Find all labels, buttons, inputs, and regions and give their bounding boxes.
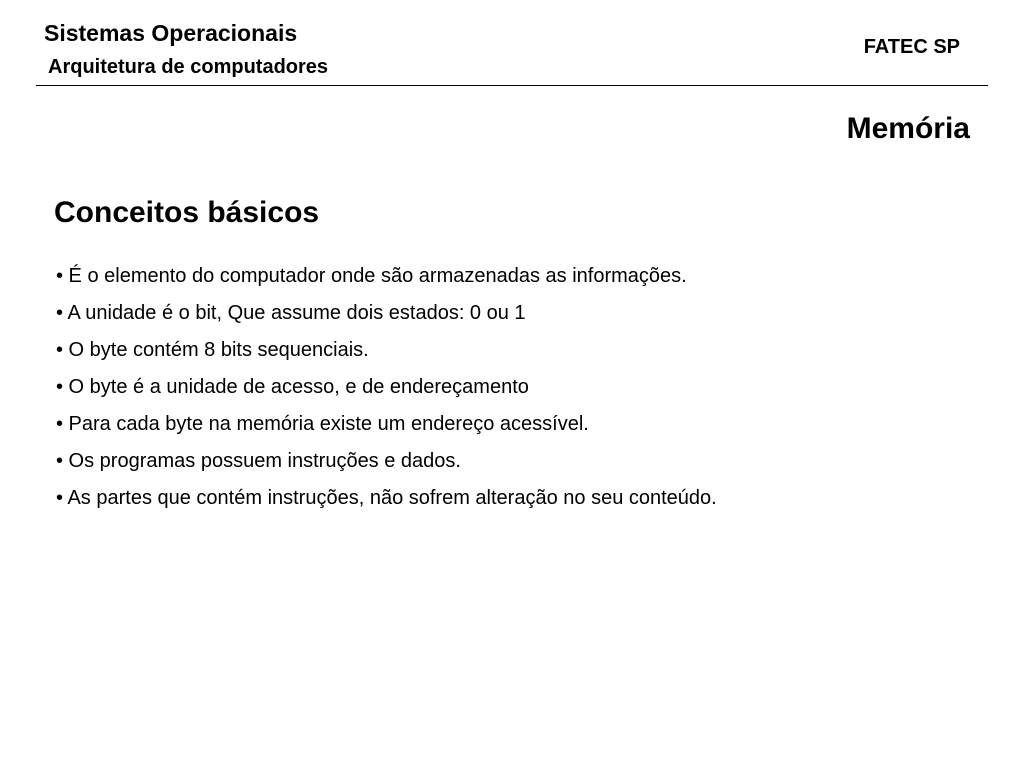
bullet-list — [56, 262, 717, 521]
section-heading: Conceitos básicos — [54, 196, 320, 229]
bullet-item: • Os programas possuem instruções e dados. — [56, 450, 461, 472]
bullet-item: • O byte contém 8 bits sequenciais. — [56, 339, 369, 361]
course-subtitle: Arquitetura de computadores — [48, 56, 329, 78]
slide-topic: Memória — [846, 112, 970, 145]
bullet-item: • A unidade é o bit, Que assume dois estados: 0 ou 1 — [56, 302, 526, 324]
bullet-item: • O byte é a unidade de acesso, e de endereçamento — [56, 376, 529, 398]
course-title: Sistemas Operacionais — [44, 20, 298, 46]
bullet-item: • As partes que contém instruções, não sofrem alteração no seu conteúdo. — [56, 487, 717, 509]
header-divider — [36, 85, 988, 86]
bullet-item: • Para cada byte na memória existe um endereço acessível. — [56, 413, 589, 435]
institution-name: FATEC SP — [863, 36, 960, 58]
bullet-item: • É o elemento do computador onde são armazenadas as informações. — [56, 265, 687, 287]
